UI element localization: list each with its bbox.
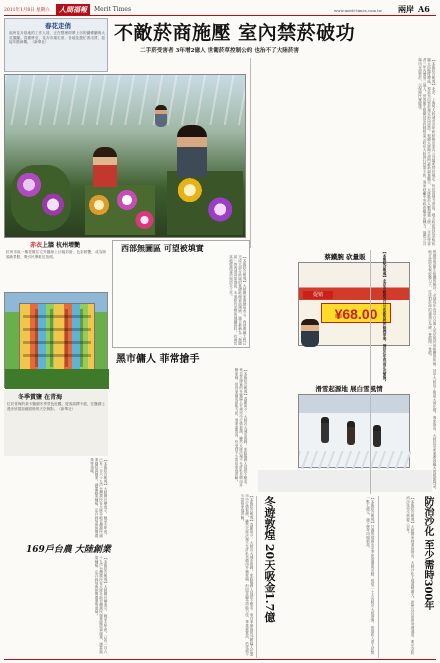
farmers-article [4, 458, 111, 658]
lead-headline: 不敵菸商施壓 室內禁菸破功 [114, 22, 356, 44]
black-market-title: 黑市傭人 菲常搶手 [116, 354, 200, 365]
orchid-cluster-left [11, 165, 71, 231]
promo-banner: 促销 [303, 291, 333, 299]
desert-body: 【本報綜合報導】大陸國家林業局指出，大陸沙化土地面積廣大，即使以目前的治理速度，要完全防治沙化至少需要三百年。 [406, 496, 415, 655]
price-tag: ¥68.00 [321, 303, 391, 323]
section-name: 兩岸 [398, 4, 414, 14]
spring-flower-box [4, 18, 108, 72]
right-column-lead: 【本報綜合報導】北京市政府近日公布新的控菸條例草案，預計在年底前正式實施。 [383, 250, 387, 384]
spring-flower-title: 春花走俏 [45, 22, 71, 30]
ski-title: 滑雪起源地 展白雪風情 [315, 385, 383, 393]
lead-article-body [250, 58, 436, 248]
paper-english-name: Merit Times [94, 6, 132, 13]
shopper-figure [301, 319, 319, 347]
hangzhou-caption: 杭州市區一棟老舊住宅外牆繪上巨幅彩繪，色彩鮮艷，成為街頭新景點，吸引民眾駐足拍照。 [6, 250, 106, 259]
black-market-article [112, 350, 250, 490]
paper-logo: 人間福報 [56, 4, 90, 16]
skier-1 [321, 417, 329, 443]
skier-2 [347, 421, 355, 445]
winter-saltlake-title: 冬季賞鹽 在青海 [18, 394, 63, 401]
orchid-cluster-center [85, 185, 155, 235]
farmers-title: 169戶台農 大陸創業 [26, 545, 111, 555]
dunhuang-body: 【本報綜合報導】甘肅敦煌推出冬季旅遊優惠活動，短短二十天內吸引大批遊客，旅遊收入達人民幣一點七億元，創下歷年同期新高。 [366, 496, 375, 655]
farmers-body-continued: 【本報綜合報導】大陸國台辦表示，截至去年底，已有一百六十九戶台灣農民在大陸各地台灣農民創業園投資創業，涵蓋蔬果種植、花卉栽培與休閒農業等領域。 [95, 556, 108, 654]
orchid-cluster-right [167, 171, 243, 235]
crab-title: 蔡鐵腕 砍量販 [324, 253, 366, 261]
winter-saltlake-box [4, 390, 108, 456]
desert-title: 防治沙化 至少需時300年 [422, 496, 433, 611]
worker-woman [93, 147, 117, 187]
spring-flower-caption: 福州花卉基地的工作人員，正在整理即將上市的蝴蝶蘭與大花蕙蘭。春節將至，花卉市場走俏，各地花農忙著出貨，迎接年節商機。（新華社） [9, 31, 105, 45]
masthead [4, 4, 436, 16]
foreground-trees [5, 369, 109, 389]
bottom-rule [4, 659, 436, 660]
bottom-center-text: 【本報綜合報導】春節前夕，大陸各大城市保姆、家政服務人員供不應求，來自菲律賓的外籍傭人在黑市中行情看漲，雖然大陸法規不允許私自聘用外籍家傭，但因菲傭英語能力佳、專業素質高，仍受到不少富裕家庭青睞。 [241, 494, 254, 656]
worker-background [155, 105, 167, 127]
worker-man [177, 125, 207, 177]
hangzhou-box [4, 240, 108, 290]
building-windows [23, 309, 91, 367]
bottom-center-article [112, 494, 254, 658]
west-map-article [112, 240, 250, 348]
issue-date: 2011年1月8日 星期六 [4, 8, 50, 13]
farmers-body: 【本報綜合報導】大陸國台辦表示，截至去年底，已有一百六十九戶台灣農民在大陸各地台灣農民創業園投資創業，涵蓋蔬果種植、花卉栽培與休閒農業等領域。 [90, 458, 108, 538]
paper-url: www.merit-times.com.tw [334, 8, 382, 13]
west-map-body: 【本報綜合報導】大陸國家測繪局表示，西部測圖工程已完成大部分區域的基礎地理資訊測繪，過去被稱為「無圖區」的西部高原地區，未來將有完整的地圖資料，有助於當地經濟建設與防災工作。 [229, 255, 247, 345]
black-market-body: 【本報綜合報導】春節前夕，大陸各大城市保姆、家政服務人員供不應求，來自菲律賓的外籍傭人在黑市中行情看漲，雖然大陸法規不允許私自聘用外籍家傭，但因菲傭英語能力佳、專業素質高，仍受到不少富裕家庭青睞。 [235, 368, 248, 487]
page-number: A6 [418, 4, 430, 14]
west-map-title: 西部無圖區 可望被填實 [121, 243, 204, 253]
winter-saltlake-caption: 位於青海的茶卡鹽湖冬季景色壯觀，遊客絡繹不絕，在鹽湖上漫步欣賞如鏡面般的天空倒影。（新華社） [7, 402, 105, 411]
hangzhou-title [30, 240, 110, 249]
right-column-article [370, 250, 436, 494]
greenhouse-roof [5, 75, 245, 125]
hangzhou-title-red: 赤衣 [30, 242, 43, 249]
desert-article [378, 496, 436, 658]
orchid-greenhouse-photo [4, 74, 246, 238]
lead-subhead: 二手菸受害者 3年增2億人 世衛菸草控制公約 也治不了大陸菸害 [140, 48, 300, 54]
lead-article-text: 【本報綜合報導】北京、上海等大陸城市近年紛紛推出室內公共場所禁菸規定，但菸商強力遊說，地方政府因菸草稅收龐大而態度曖昧，導致室內禁菸規定形同虛設。根據大陸衛生部門最新調查顯示，大陸吸菸人數超過三億，二手菸受害者三年內增加二億人，世界衛生組織菸草控制框架公約在大陸執行效果不彰，專家呼籲中央政府應拿出魄力，落實公共場所全面禁菸，以保障民眾健康。 [418, 58, 436, 246]
dunhuang-article [256, 496, 376, 658]
painted-building-photo [4, 292, 108, 388]
hangzhou-title-main: 上牆 杭州增艷 [42, 242, 81, 249]
right-column-body: 根據世界衛生組織的統計，全球每年有近六百萬人死於與菸草相關的疾病，其中大陸佔了相當大的比例。專家指出，大陸菸草產業牽涉龐大的經濟利益，地方政府在稅收壓力下，往往對菸商的違規行為睜一隻眼閉一隻眼。 [428, 250, 437, 492]
dunhuang-title: 冬遊敦煌 20天吸金1.7億 [263, 496, 276, 623]
